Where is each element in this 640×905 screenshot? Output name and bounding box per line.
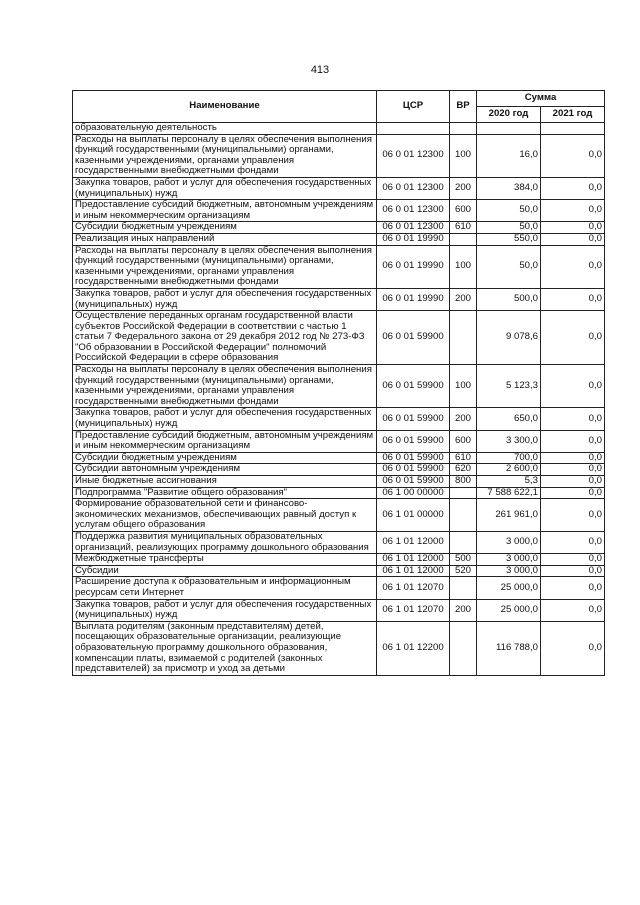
row-vr-cell: 520 [450, 565, 477, 577]
header-year-2021: 2021 год [541, 107, 605, 123]
row-sum-2020-cell [477, 123, 541, 135]
row-sum-2020-cell: 16,0 [477, 134, 541, 177]
budget-table [72, 90, 605, 676]
row-csr-cell: 06 0 01 59900 [377, 464, 450, 476]
row-vr-cell: 620 [450, 464, 477, 476]
row-sum-2021-cell: 0,0 [541, 487, 605, 499]
row-vr-cell: 200 [450, 599, 477, 621]
table-row [73, 499, 605, 532]
row-csr-cell: 06 1 01 00000 [377, 499, 450, 532]
row-name-cell: Расходы на выплаты персоналу в целях обеспечения выполнения функций государственными (муниципальными) органами, казенными учреждениями, органами управления государственными внебюджетными фондами [73, 134, 377, 177]
row-sum-2021-cell: 0,0 [541, 452, 605, 464]
row-csr-cell: 06 1 01 12000 [377, 531, 450, 553]
row-name-cell: Реализация иных направлений [73, 233, 377, 245]
header-name: Наименование [73, 91, 377, 123]
row-name-cell: Закупка товаров, работ и услуг для обеспечения государственных (муниципальных) нужд [73, 177, 377, 199]
row-vr-cell: 200 [450, 408, 477, 430]
row-sum-2021-cell: 0,0 [541, 554, 605, 566]
row-sum-2021-cell: 0,0 [541, 531, 605, 553]
row-csr-cell: 06 0 01 59900 [377, 311, 450, 365]
row-sum-2021-cell: 0,0 [541, 430, 605, 452]
row-vr-cell: 200 [450, 288, 477, 310]
row-sum-2020-cell: 650,0 [477, 408, 541, 430]
header-vr: ВР [450, 91, 477, 123]
table-row [73, 123, 605, 135]
header-sum: Сумма [477, 91, 605, 107]
table-row [73, 577, 605, 599]
row-name-cell: Закупка товаров, работ и услуг для обеспечения государственных (муниципальных) нужд [73, 408, 377, 430]
row-vr-cell: 610 [450, 452, 477, 464]
table-row [73, 177, 605, 199]
row-name-cell: Закупка товаров, работ и услуг для обеспечения государственных (муниципальных) нужд [73, 288, 377, 310]
table-row [73, 487, 605, 499]
row-vr-cell: 100 [450, 365, 477, 408]
row-vr-cell: 100 [450, 245, 477, 288]
row-vr-cell: 800 [450, 476, 477, 488]
row-csr-cell: 06 0 01 19990 [377, 245, 450, 288]
row-sum-2020-cell: 700,0 [477, 452, 541, 464]
table-row [73, 288, 605, 310]
row-sum-2021-cell: 0,0 [541, 565, 605, 577]
row-csr-cell: 06 1 01 12200 [377, 621, 450, 675]
row-sum-2020-cell: 3 000,0 [477, 554, 541, 566]
row-sum-2021-cell: 0,0 [541, 311, 605, 365]
row-sum-2020-cell: 500,0 [477, 288, 541, 310]
row-sum-2021-cell: 0,0 [541, 233, 605, 245]
row-sum-2020-cell: 25 000,0 [477, 577, 541, 599]
row-vr-cell [450, 123, 477, 135]
row-name-cell: Субсидии бюджетным учреждениям [73, 222, 377, 234]
row-sum-2021-cell: 0,0 [541, 621, 605, 675]
table-row [73, 476, 605, 488]
table-row [73, 245, 605, 288]
row-name-cell: Закупка товаров, работ и услуг для обеспечения государственных (муниципальных) нужд [73, 599, 377, 621]
row-csr-cell: 06 1 01 12000 [377, 565, 450, 577]
row-vr-cell [450, 621, 477, 675]
row-csr-cell: 06 0 01 59900 [377, 476, 450, 488]
row-csr-cell: 06 0 01 59900 [377, 408, 450, 430]
row-sum-2021-cell: 0,0 [541, 288, 605, 310]
table-header [73, 91, 605, 123]
row-sum-2021-cell: 0,0 [541, 599, 605, 621]
row-sum-2020-cell: 550,0 [477, 233, 541, 245]
row-sum-2021-cell: 0,0 [541, 245, 605, 288]
row-sum-2021-cell: 0,0 [541, 365, 605, 408]
page-number: 413 [310, 64, 330, 76]
row-sum-2021-cell: 0,0 [541, 222, 605, 234]
row-csr-cell: 06 1 01 12070 [377, 577, 450, 599]
row-sum-2020-cell: 50,0 [477, 245, 541, 288]
row-name-cell: Поддержка развития муниципальных образовательных организаций, реализующих программу дошкольного образования [73, 531, 377, 553]
header-csr: ЦСР [377, 91, 450, 123]
row-vr-cell: 610 [450, 222, 477, 234]
table-row [73, 554, 605, 566]
row-sum-2021-cell: 0,0 [541, 408, 605, 430]
row-sum-2020-cell: 25 000,0 [477, 599, 541, 621]
row-sum-2020-cell: 3 000,0 [477, 565, 541, 577]
row-name-cell: Расширение доступа к образовательным и информационным ресурсам сети Интернет [73, 577, 377, 599]
row-sum-2021-cell: 0,0 [541, 476, 605, 488]
row-vr-cell [450, 531, 477, 553]
row-csr-cell: 06 0 01 12300 [377, 177, 450, 199]
table-row [73, 430, 605, 452]
row-vr-cell [450, 577, 477, 599]
row-csr-cell: 06 1 01 12000 [377, 554, 450, 566]
header-year-2020: 2020 год [477, 107, 541, 123]
row-vr-cell: 600 [450, 200, 477, 222]
row-sum-2020-cell: 50,0 [477, 222, 541, 234]
row-vr-cell [450, 311, 477, 365]
row-name-cell: Расходы на выплаты персоналу в целях обеспечения выполнения функций государственными (муниципальными) органами, казенными учреждениями, органами управления государственными внебюджетными фондами [73, 365, 377, 408]
row-name-cell: Подпрограмма "Развитие общего образования" [73, 487, 377, 499]
row-csr-cell [377, 123, 450, 135]
row-name-cell: Осуществление переданных органам государственной власти субъектов Российской Федерации в соответствии с частью 1 статьи 7 Федерального закона от 29 декабря 2012 год № 273-ФЗ "Об образовании в Российской Федерации" полномочий Российской Федерации в сфере образования [73, 311, 377, 365]
row-sum-2020-cell: 116 788,0 [477, 621, 541, 675]
row-sum-2021-cell: 0,0 [541, 177, 605, 199]
row-csr-cell: 06 1 01 12070 [377, 599, 450, 621]
table-row [73, 464, 605, 476]
row-name-cell: Межбюджетные трансферты [73, 554, 377, 566]
table-row [73, 365, 605, 408]
row-vr-cell: 500 [450, 554, 477, 566]
row-sum-2020-cell: 9 078,6 [477, 311, 541, 365]
row-csr-cell: 06 0 01 19990 [377, 288, 450, 310]
row-sum-2020-cell: 384,0 [477, 177, 541, 199]
row-csr-cell: 06 1 00 00000 [377, 487, 450, 499]
row-sum-2020-cell: 5,3 [477, 476, 541, 488]
table-row [73, 621, 605, 675]
row-sum-2021-cell: 0,0 [541, 134, 605, 177]
row-name-cell: Субсидии автономным учреждениям [73, 464, 377, 476]
row-vr-cell [450, 499, 477, 532]
table-row [73, 222, 605, 234]
table-row [73, 452, 605, 464]
table-row [73, 531, 605, 553]
table-row [73, 599, 605, 621]
row-name-cell: Предоставление субсидий бюджетным, автономным учреждениям и иным некоммерческим организациям [73, 430, 377, 452]
row-sum-2021-cell: 0,0 [541, 499, 605, 532]
row-name-cell: Формирование образовательной сети и финансово-экономических механизмов, обеспечивающих равный доступ к услугам общего образования [73, 499, 377, 532]
row-sum-2021-cell: 0,0 [541, 200, 605, 222]
row-vr-cell: 100 [450, 134, 477, 177]
row-sum-2020-cell: 3 300,0 [477, 430, 541, 452]
row-csr-cell: 06 0 01 12300 [377, 222, 450, 234]
row-name-cell: Иные бюджетные ассигнования [73, 476, 377, 488]
row-name-cell: Субсидии [73, 565, 377, 577]
row-sum-2021-cell: 0,0 [541, 577, 605, 599]
row-sum-2020-cell: 261 961,0 [477, 499, 541, 532]
table-body [73, 123, 605, 676]
row-sum-2021-cell: 0,0 [541, 464, 605, 476]
row-csr-cell: 06 0 01 19990 [377, 233, 450, 245]
row-vr-cell [450, 487, 477, 499]
table-row [73, 134, 605, 177]
row-sum-2020-cell: 5 123,3 [477, 365, 541, 408]
row-name-cell: Субсидии бюджетным учреждениям [73, 452, 377, 464]
row-sum-2020-cell: 3 000,0 [477, 531, 541, 553]
row-name-cell: образовательную деятельность [73, 123, 377, 135]
row-name-cell: Предоставление субсидий бюджетным, автономным учреждениям и иным некоммерческим организациям [73, 200, 377, 222]
table-row [73, 233, 605, 245]
row-vr-cell [450, 233, 477, 245]
row-csr-cell: 06 0 01 12300 [377, 134, 450, 177]
row-name-cell: Расходы на выплаты персоналу в целях обеспечения выполнения функций государственными (муниципальными) органами, казенными учреждениями, органами управления государственными внебюджетными фондами [73, 245, 377, 288]
table-row [73, 311, 605, 365]
row-sum-2021-cell [541, 123, 605, 135]
row-csr-cell: 06 0 01 59900 [377, 452, 450, 464]
row-csr-cell: 06 0 01 59900 [377, 430, 450, 452]
row-csr-cell: 06 0 01 12300 [377, 200, 450, 222]
row-vr-cell: 200 [450, 177, 477, 199]
row-sum-2020-cell: 50,0 [477, 200, 541, 222]
row-vr-cell: 600 [450, 430, 477, 452]
row-csr-cell: 06 0 01 59900 [377, 365, 450, 408]
table-row [73, 408, 605, 430]
row-sum-2020-cell: 7 588 622,1 [477, 487, 541, 499]
row-sum-2020-cell: 2 600,0 [477, 464, 541, 476]
table-row [73, 200, 605, 222]
table-row [73, 565, 605, 577]
row-name-cell: Выплата родителям (законным представителям) детей, посещающих образовательные организации, реализующие образовательную программу дошкольного образования, компенсации платы, взимаемой с родителей (законных представителей) за присмотр и уход за детьми [73, 621, 377, 675]
